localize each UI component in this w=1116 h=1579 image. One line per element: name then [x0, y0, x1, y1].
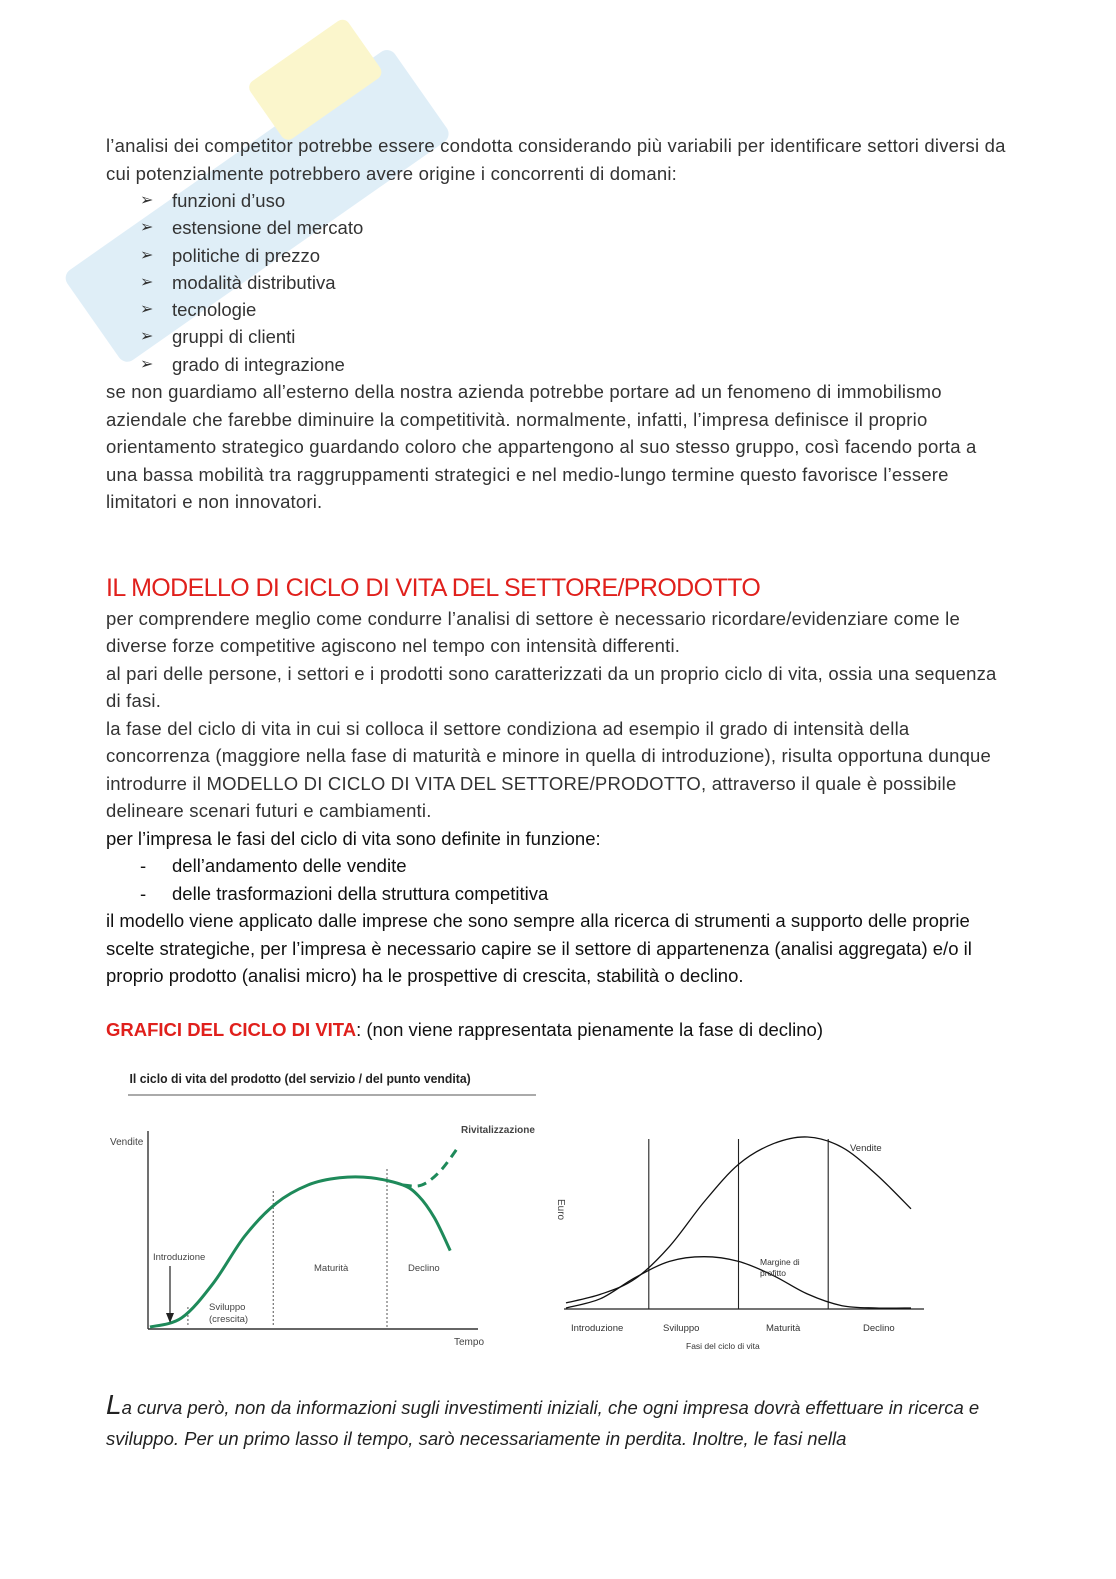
arrow-bullet-icon: ➢ [140, 219, 154, 237]
chart2-ylabel: Euro [555, 1198, 566, 1220]
document-page [106, 132, 1006, 1454]
arrow-bullet-icon: ➢ [140, 328, 154, 346]
chart2-phase-declino: Declino [863, 1322, 895, 1334]
closing-paragraph: La curva però, non da informazioni sugli investimenti iniziali, che ogni impresa dovrà effettuare in ricerca e sviluppo. Per un primo lasso il tempo, sarò necessariamente in perdita. Inoltre, le fasi nella [106, 1388, 980, 1449]
chart1-declino-label: Declino [408, 1262, 440, 1274]
intro-paragraph: l’analisi dei competitor potrebbe essere condotta considerando più variabili per identificare settori diversi da cui potenzialmente potrebbero avere origine i concorrenti di domani: [106, 135, 1006, 184]
list-item: ➢ tecnologie [106, 296, 1006, 323]
chart2-phase-maturita: Maturità [766, 1322, 801, 1334]
list-item: ➢ grado di integrazione [106, 351, 1006, 378]
grafici-heading [106, 1016, 1006, 1043]
chart2-phase-introduzione: Introduzione [571, 1322, 624, 1334]
section-title: IL MODELLO DI CICLO DI VITA DEL SETTORE/PRODOTTO [106, 573, 761, 602]
arrow-bullet-icon: ➢ [140, 273, 154, 291]
list-item: ➢ gruppi di clienti [106, 323, 1006, 350]
chart1-xlabel: Tempo [454, 1336, 485, 1348]
chart2-xlabel: Fasi del ciclo di vita [686, 1340, 760, 1351]
chart1-maturita-label: Maturità [314, 1262, 349, 1274]
chart1-title: Il ciclo di vita del prodotto (del servizio / del punto vendita) [129, 1071, 471, 1086]
dash-bullet: - [140, 855, 147, 877]
chart2-margine-label-1: Margine di [760, 1256, 800, 1267]
list-item: - delle trasformazioni della struttura competitiva [106, 880, 1006, 908]
chart1-crescita-label: (crescita) [209, 1313, 249, 1325]
arrow-bullet-icon: ➢ [140, 246, 154, 264]
lifecycle-chart-1 [106, 1061, 546, 1361]
variables-list [106, 187, 1006, 378]
chart1-revival-curve [403, 1145, 460, 1186]
chart1-sviluppo-label: Sviluppo [209, 1301, 246, 1313]
arrow-bullet-icon: ➢ [140, 355, 154, 373]
chart1-ylabel: Vendite [110, 1136, 144, 1148]
list-item: ➢ funzioni d’uso [106, 187, 1006, 214]
section-paragraph-3: la fase del ciclo di vita in cui si colloca il settore condiziona ad esempio il grado di intensità della concorrenza (maggiore nella fase di maturità e minore in quella di introduzione), risulta opportuna dunque introdurre il MODELLO DI CICLO DI VITA DEL SETTORE/PRODOTTO, attraverso il quale è possibile delineare scenari futuri e cambiamenti. [106, 717, 992, 822]
dash-bullet: - [140, 882, 147, 904]
grafici-label: GRAFICI DEL CICLO DI VITA [106, 1018, 357, 1040]
section-paragraph-1: per comprendere meglio come condurre l’analisi di settore è necessario ricordare/evidenziare come le diverse forze competitive agiscono nel tempo con intensità differenti. [106, 607, 960, 657]
section-paragraph-5: il modello viene applicato dalle imprese che sono sempre alla ricerca di strumenti a supporto delle proprie scelte strategiche, per l’impresa è necessario capire se il settore di appartenenza (analisi aggregata) e/o il proprio prodotto (analisi micro) ha le prospettive di crescita, stabilità o declino. [106, 910, 972, 987]
after-list-paragraph: se non guardiamo all’esterno della nostra azienda potrebbe portare ad un fenomeno di immobilismo aziendale che farebbe diminuire la competitività. normalmente, infatti, l’impresa definisce il proprio orientamento strategico guardando coloro che appartengono al suo stesso gruppo, così facendo porta a una bassa mobilità tra raggruppamenti strategici e nel medio-lungo termine questo favorisce l’essere limitatori e non innovatori. [106, 381, 977, 513]
section-paragraph-4: per l’impresa le fasi del ciclo di vita sono definite in funzione: [106, 827, 601, 849]
figures-area [106, 1061, 1006, 1361]
list-item: ➢ estensione del mercato [106, 214, 1006, 241]
chart1-intro-label: Introduzione [153, 1251, 206, 1263]
functions-list [106, 852, 1006, 907]
grafici-note: : (non viene rappresentata pienamente la fase di declino) [356, 1018, 824, 1040]
chart2-vendite-label: Vendite [850, 1142, 882, 1154]
list-item: ➢ politiche di prezzo [106, 242, 1006, 269]
arrow-bullet-icon: ➢ [140, 301, 154, 319]
arrow-bullet-icon: ➢ [140, 192, 154, 209]
list-item: ➢ modalità distributiva [106, 269, 1006, 296]
list-item: - dell’andamento delle vendite [106, 852, 1006, 880]
lifecycle-chart-2 [546, 1061, 946, 1361]
chart1-revival-label: Rivitalizzazione [461, 1124, 535, 1136]
chart2-margine-label-2: profitto [760, 1267, 786, 1278]
section-paragraph-2: al pari delle persone, i settori e i prodotti sono caratterizzati da un proprio ciclo di vita, ossia una sequenza di fasi. [106, 662, 997, 712]
chart2-phase-sviluppo: Sviluppo [663, 1322, 700, 1334]
